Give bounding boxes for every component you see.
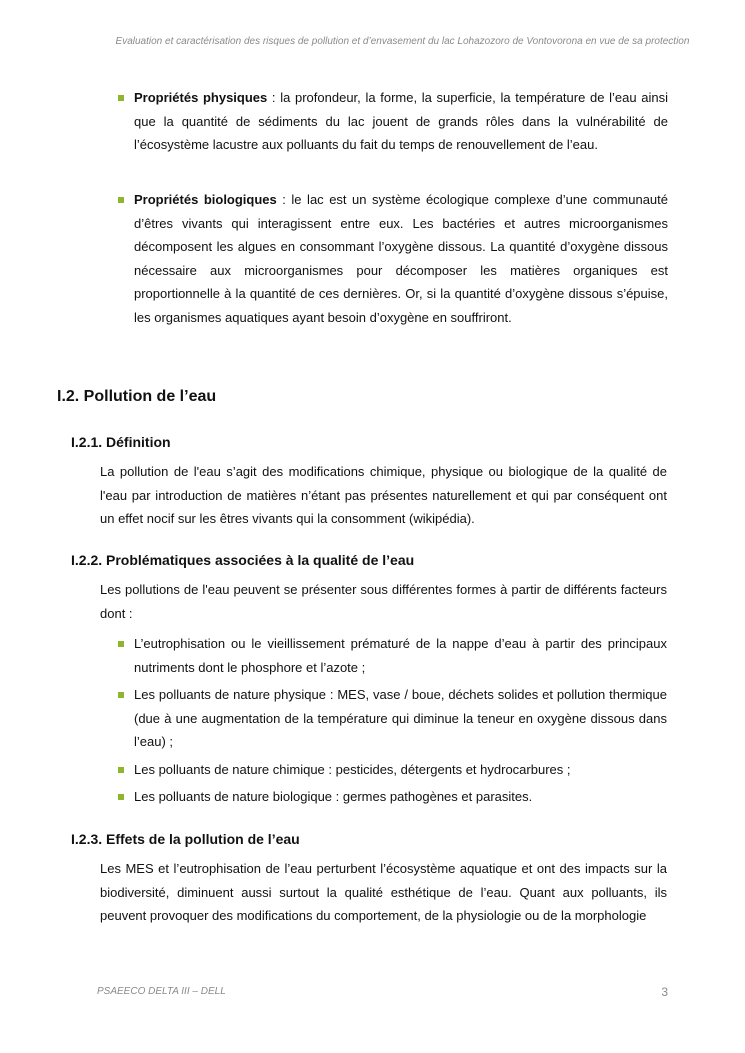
bullet-square-icon xyxy=(118,641,124,647)
list-item xyxy=(118,758,667,782)
property-description: : le lac est un système écologique complexe d’une communauté d’êtres vivants qui interagissent entre eux. Les bactéries et autres microorganismes décomposent les algues en consommant l’oxygène dissous. La quantité d’oxygène dissous nécessaire aux microorganismes pour décomposer les matières organiques est proportionnelle à la quantité de ces dernières. Or, si la quantité d’oxygène dissous s’épuise, les organismes aquatiques ayant besoin d’oxygène en souffriront. xyxy=(134,192,668,325)
definition-paragraph: La pollution de l'eau s’agit des modifications chimique, physique ou biologique de la qualité de l'eau par introduction de matières n’étant pas présentes naturellement et qui par conséquent ont un effet nocif sur les êtres vivants qui la consomment (wikipédia). xyxy=(100,464,667,527)
page-number: 3 xyxy=(661,985,668,999)
list-item-text: Les polluants de nature biologique : germes pathogènes et parasites. xyxy=(134,789,533,804)
list-item-text: Les polluants de nature chimique : pesticides, détergents et hydrocarbures ; xyxy=(134,762,571,777)
property-term: Propriétés physiques xyxy=(134,90,268,105)
property-term: Propriétés biologiques xyxy=(134,192,277,207)
property-text xyxy=(134,86,668,157)
effects-paragraph: Les MES et l’eutrophisation de l’eau perturbent l’écosystème aquatique et ont des impacts sur la biodiversité, diminuent aussi surtout la qualité esthétique de l’eau. Quant aux polluants, ils peuvent provoquer des modifications du comportement, de la physiologie ou de la morphologie xyxy=(100,861,667,924)
property-text xyxy=(134,188,668,330)
footer-project-label: PSAEECO DELTA III – DELL xyxy=(97,986,226,997)
bullet-square-icon xyxy=(118,692,124,698)
property-description: : la profondeur, la forme, la superficie, la température de l’eau ainsi que la quantité de sédiments du lac jouent de grands rôles dans la vulnérabilité de l’écosystème lacustre aux polluants du fait du temps de renouvellement de l’eau. xyxy=(134,90,668,153)
bullet-square-icon xyxy=(118,767,124,773)
bullet-square-icon xyxy=(118,794,124,800)
property-item-biological xyxy=(118,188,668,330)
list-item xyxy=(118,683,667,754)
bullet-square-icon xyxy=(118,95,124,101)
bullet-square-icon xyxy=(118,197,124,203)
list-item xyxy=(118,632,667,679)
section-title: I.2. Pollution de l’eau xyxy=(57,388,217,405)
subsection-title-definition: I.2.1. Définition xyxy=(71,434,171,450)
list-item xyxy=(118,785,667,809)
subsection-title-problems: I.2.2. Problématiques associées à la qualité de l’eau xyxy=(71,552,415,568)
property-item-physical xyxy=(118,86,668,157)
problems-intro: Les pollutions de l'eau peuvent se présenter sous différentes formes à partir de différents facteurs dont : xyxy=(100,582,667,621)
subsection-title-effects: I.2.3. Effets de la pollution de l’eau xyxy=(71,831,300,847)
list-item-text: L’eutrophisation ou le vieillissement prématuré de la nappe d’eau à partir des principaux nutriments dont le phosphore et l’azote ; xyxy=(134,636,667,675)
running-header: Evaluation et caractérisation des risques de pollution et d’envasement du lac Lohazozoro de Vontovorona en vue de sa protection xyxy=(115,36,690,47)
list-item-text: Les polluants de nature physique : MES, vase / boue, déchets solides et pollution thermique (due à une augmentation de la température qui diminue la teneur en oxygène dissous dans l’eau) ; xyxy=(134,687,667,750)
